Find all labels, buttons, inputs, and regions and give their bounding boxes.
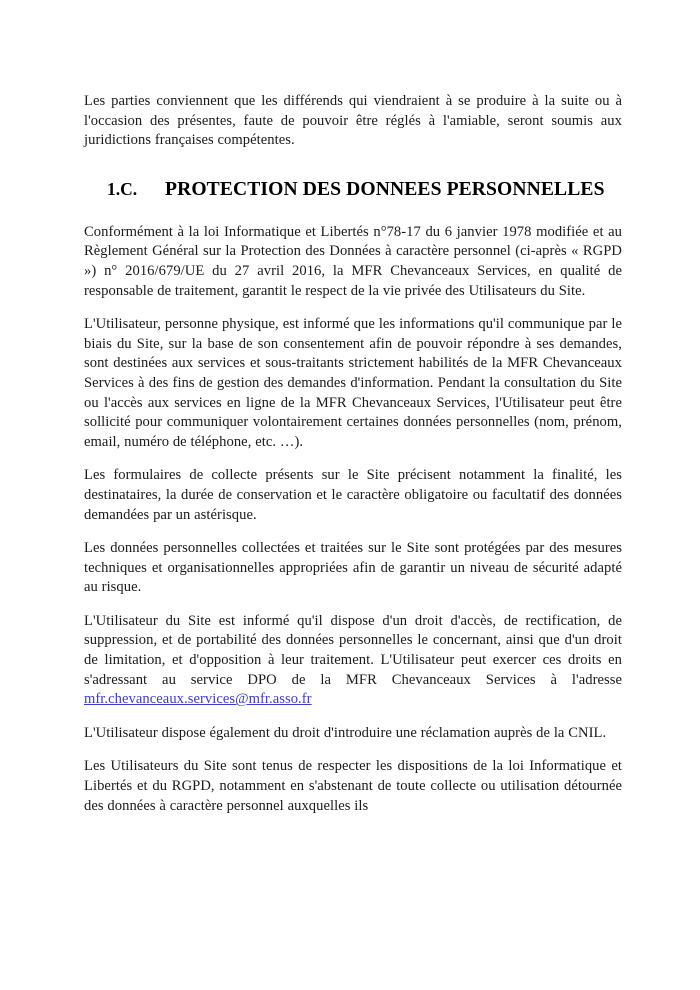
paragraph-juridictions: Les parties conviennent que les différends qui viendraient à se produire à la suite ou à l'occasion des présentes, faute de pouvoir être réglés à l'amiable, seront soumis aux juridictions françaises compétentes. xyxy=(84,93,622,149)
paragraph-securite-donnees: Les données personnelles collectées et traitées sur le Site sont protégées par des mesures techniques et organisationnelles appropriées afin de garantir un niveau de sécurité adapté au risque. xyxy=(84,540,622,596)
paragraph-utilisateur-informe: L'Utilisateur, personne physique, est informé que les informations qu'il communique par le biais du Site, sur la base de son consentement afin de pouvoir répondre à ses demandes, sont destinées aux services et sous-traitants strictement habilités de la MFR Chevanceaux Services à des fins de gestion des demandes d'information. Pendant la consultation du Site ou l'accès aux services en ligne de la MFR Chevanceaux Services, l'Utilisateur peut être sollicité pour communiquer volontairement certaines données personnelles (nom, prénom, email, numéro de téléphone, etc. …). xyxy=(84,316,622,450)
section-number: 1.C. xyxy=(107,178,138,199)
paragraph-reclamation-cnil: L'Utilisateur dispose également du droit d'introduire une réclamation auprès de la CNIL. xyxy=(84,724,607,741)
page-content xyxy=(84,92,622,816)
paragraph-obligations-utilisateurs: Les Utilisateurs du Site sont tenus de respecter les dispositions de la loi Informatique et Libertés et du RGPD, notamment en s'abstenant de toute collecte ou utilisation détournée des données à caractère personnel auxquelles ils xyxy=(84,758,622,814)
paragraph-droits-utilisateur xyxy=(84,612,622,710)
paragraph-conformite-loi: Conformément à la loi Informatique et Libertés n°78-17 du 6 janvier 1978 modifiée et au Règlement Général sur la Protection des Données à caractère personnel (ci-après « RGPD ») n° 2016/679/UE du 27 avril 2016, la MFR Chevanceaux Services, en qualité de responsable de traitement, garantit le respect de la vie privée des Utilisateurs du Site. xyxy=(84,223,622,299)
page-title: PROTECTION DES DONNEES PERSONNELLES xyxy=(165,178,605,200)
section-heading xyxy=(84,177,622,202)
droits-text: L'Utilisateur du Site est informé qu'il dispose d'un droit d'accès, de rectification, de suppression, et de portabilité des données personnelles le concernant, ainsi que d'un droit de limitation, et d'opposition à leur traitement. L'Utilisateur peut exercer ces droits en s'adressant au service DPO de la MFR Chevanceaux Services à l'adresse xyxy=(84,612,622,688)
dpo-email-link[interactable]: mfr.chevanceaux.services@mfr.asso.fr xyxy=(84,691,312,708)
paragraph-formulaires-collecte: Les formulaires de collecte présents sur le Site précisent notamment la finalité, les destinataires, la durée de conservation et le caractère obligatoire ou facultatif des données demandées par un astérisque. xyxy=(84,467,622,523)
